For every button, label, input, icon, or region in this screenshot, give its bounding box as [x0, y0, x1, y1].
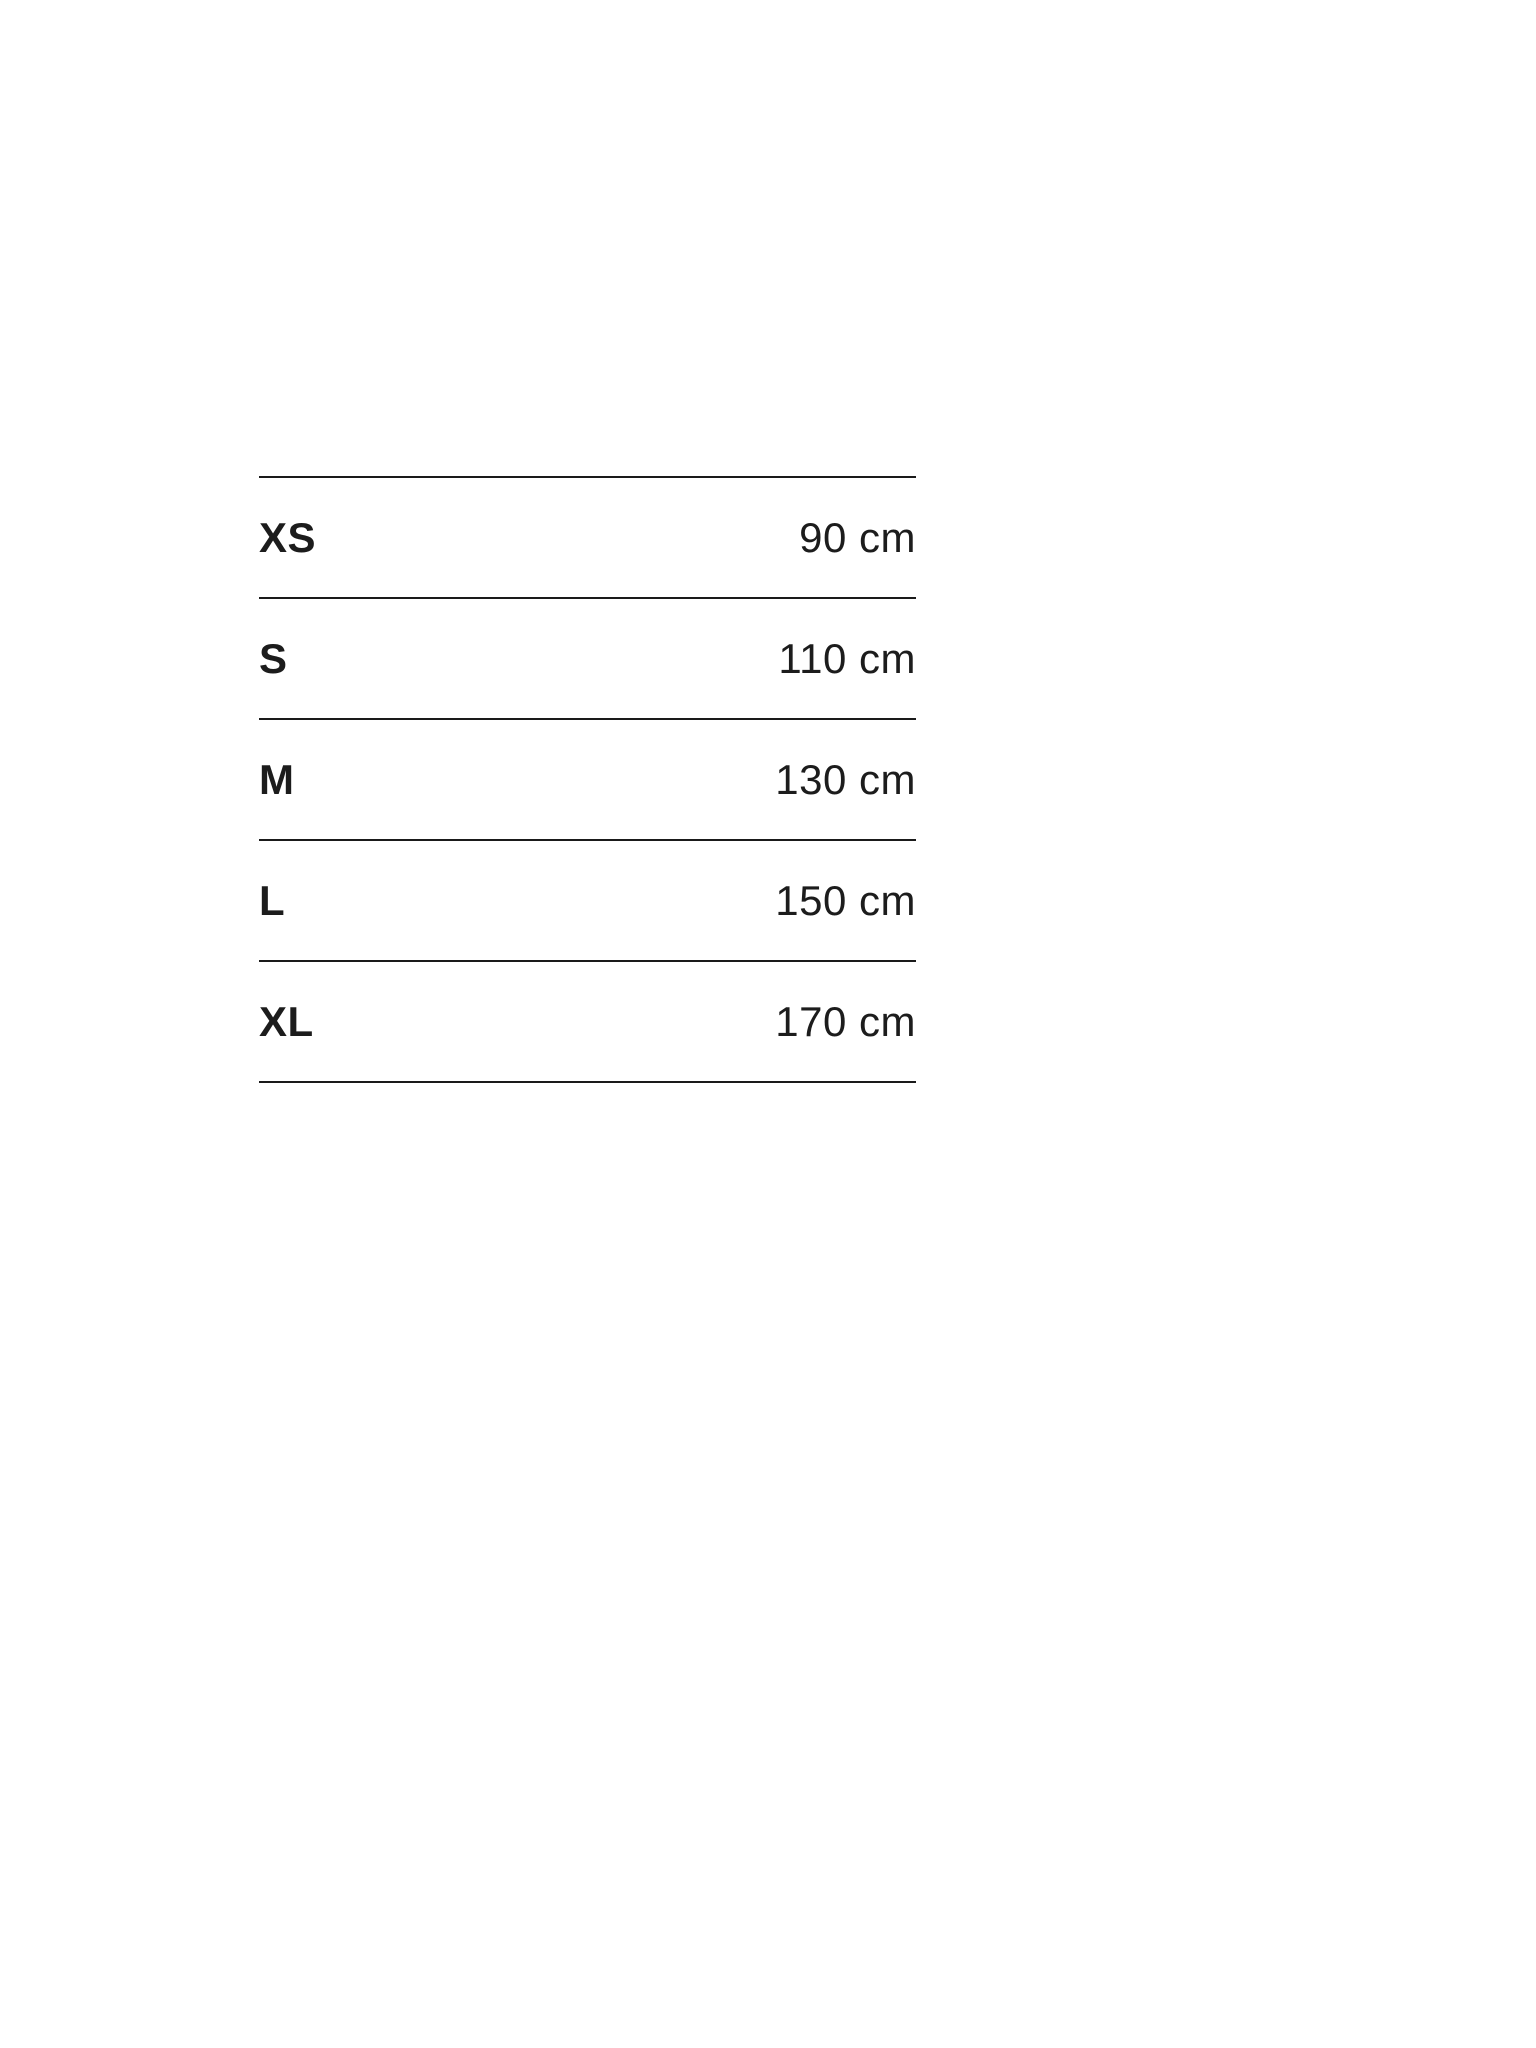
- size-label: S: [259, 634, 288, 682]
- table-row: [259, 841, 916, 960]
- size-measurement: 110 cm: [778, 634, 916, 682]
- size-measurement: 90 cm: [799, 513, 916, 561]
- table-row: [259, 478, 916, 597]
- table-row: [259, 599, 916, 718]
- size-label: XL: [259, 997, 314, 1045]
- table-rule-bottom: [259, 1081, 916, 1083]
- size-label: M: [259, 755, 295, 803]
- size-measurement: 170 cm: [775, 997, 916, 1045]
- size-chart-table: [259, 476, 916, 1083]
- size-label: XS: [259, 513, 317, 561]
- table-row: [259, 720, 916, 839]
- table-row: [259, 962, 916, 1081]
- size-measurement: 150 cm: [775, 876, 916, 924]
- size-measurement: 130 cm: [775, 755, 916, 803]
- size-label: L: [259, 876, 286, 924]
